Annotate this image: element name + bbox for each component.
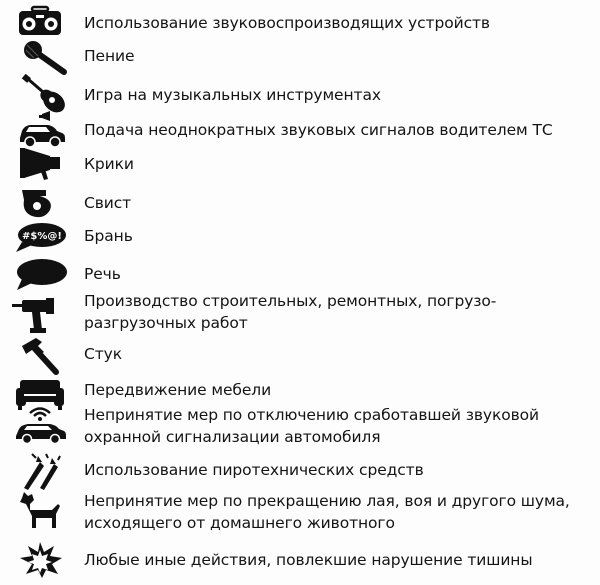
dog-icon	[10, 490, 70, 530]
burst-icon	[10, 540, 70, 580]
item-label: Игра на музыкальных инструментах	[84, 86, 381, 104]
item-label: Речь	[84, 265, 121, 283]
car-alarm-icon	[10, 406, 70, 446]
item-label: Производство строительных, ремонтных, погрузо-разгрузочных работ	[84, 292, 497, 332]
item-label: Непринятие мер по прекращению лая, воя и другого шума, исходящего от домашнего животного	[84, 492, 570, 532]
speech-bubble-icon	[10, 254, 70, 294]
item-label: Непринятие мер по отключению сработавшей звуковой охранной сигнализации автомобиля	[84, 406, 539, 446]
guitar-icon	[10, 74, 70, 114]
item-label: Стук	[84, 345, 122, 363]
microphone-icon	[10, 38, 70, 78]
fireworks-icon	[10, 452, 70, 492]
megaphone-icon	[10, 144, 70, 184]
item-label: Брань	[84, 227, 133, 245]
boombox-icon	[10, 2, 70, 42]
drill-icon	[10, 296, 70, 336]
item-label: Подача неоднократных звуковых сигналов водителем ТС	[84, 121, 553, 139]
item-label: Крики	[84, 155, 134, 173]
item-label: Свист	[84, 194, 132, 212]
whistle-icon	[10, 182, 70, 222]
hammer-icon	[10, 336, 70, 376]
svg-text:#$%@!: #$%@!	[22, 231, 62, 242]
item-label: Передвижение мебели	[84, 381, 272, 399]
item-label: Пение	[84, 47, 135, 65]
item-label: Использование пиротехнических средств	[84, 461, 424, 479]
swearing-bubble-icon	[10, 218, 70, 258]
item-label: Любые иные действия, повлекшие нарушение тишины	[84, 551, 533, 569]
item-label: Использование звуковоспроизводящих устройств	[84, 14, 490, 32]
